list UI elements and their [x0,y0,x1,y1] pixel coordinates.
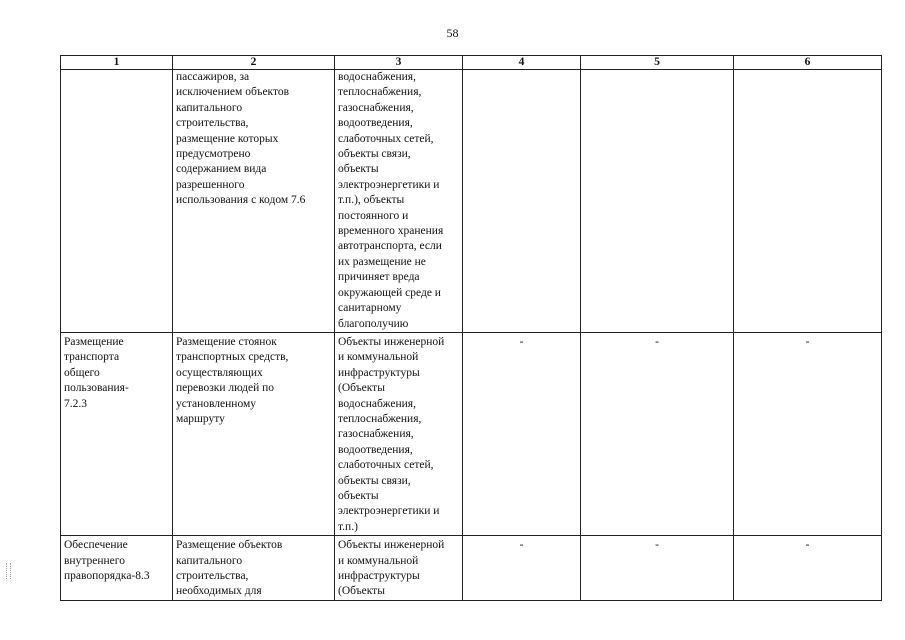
cell-permitted-objects: водоснабжения, теплоснабжения, газоснабжения, водоотведения, слаботочных сетей, объекты связи, объекты электроэнергетики и т.п.), объекты постоянного и временного хранения автотранспорта, если их размещение не причиняет вреда окружающей среде и санитарному благополучию [335,70,463,333]
document-table [60,55,882,601]
cell-col6: - [734,332,882,535]
table-row [61,332,882,535]
column-header-1: 1 [61,56,173,70]
cell-col5: - [581,536,734,601]
column-header-3: 3 [335,56,463,70]
cell-permitted-objects: Объекты инженерной и коммунальной инфраструктуры (Объекты водоснабжения, теплоснабжения, газоснабжения, водоотведения, слаботочных сетей, объекты связи, объекты электроэнергетики и т.п.) [335,332,463,535]
cell-use-type: Обеспечение внутреннего правопорядка-8.3 [61,536,173,601]
table-row [61,70,882,333]
cell-use-type: Размещение транспорта общего пользования- 7.2.3 [61,332,173,535]
cell-col5: - [581,332,734,535]
column-header-5: 5 [581,56,734,70]
cell-description: Размещение объектов капитального строительства, необходимых для [173,536,335,601]
cell-col4 [463,70,581,333]
column-header-4: 4 [463,56,581,70]
cell-description: Размещение стоянок транспортных средств, осуществляющих перевозки людей по установленному маршруту [173,332,335,535]
cell-permitted-objects: Объекты инженерной и коммунальной инфраструктуры (Объекты [335,536,463,601]
cell-description: пассажиров, за исключением объектов капитального строительства, размещение которых предусмотрено содержанием вида разрешенного использования с кодом 7.6 [173,70,335,333]
scan-margin-mark [6,563,11,579]
page-number: 58 [446,26,459,40]
table-row [61,536,882,601]
cell-col6 [734,70,882,333]
column-header-6: 6 [734,56,882,70]
cell-col5 [581,70,734,333]
header-row [61,56,882,70]
cell-col4: - [463,332,581,535]
cell-col6: - [734,536,882,601]
cell-col4: - [463,536,581,601]
cell-use-type [61,70,173,333]
column-header-2: 2 [173,56,335,70]
